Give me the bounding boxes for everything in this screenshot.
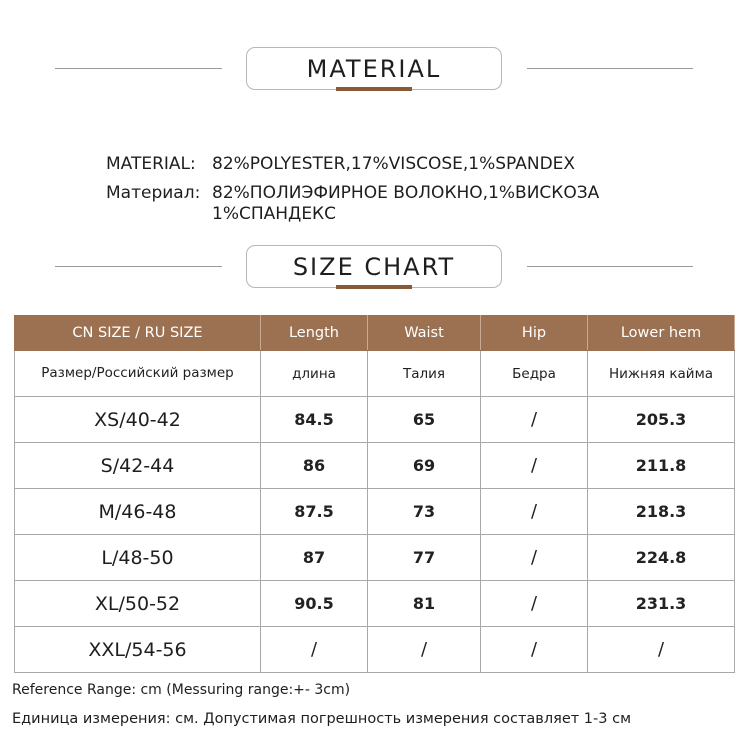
divider-left (55, 68, 222, 69)
heading-accent-bar (336, 285, 412, 289)
material-line-en (106, 154, 576, 174)
table-row (15, 535, 735, 581)
cell-lower-hem: 218.3 (588, 489, 735, 535)
size-chart-heading-text: SIZE CHART (292, 252, 456, 281)
cell-size: XXL/54-56 (15, 627, 261, 673)
material-heading (246, 47, 502, 90)
cell-waist: 77 (368, 535, 481, 581)
material-heading-text: MATERIAL (306, 54, 442, 83)
material-line-ru-cont (212, 204, 336, 224)
reference-range-note: Reference Range: cm (Messuring range:+- 3cm) (12, 682, 351, 698)
cell-lower-hem: 205.3 (588, 397, 735, 443)
cell-lower-hem: 231.3 (588, 581, 735, 627)
cell-size: S/42-44 (15, 443, 261, 489)
cell-hip: / (481, 443, 588, 489)
divider-right (527, 266, 693, 267)
table-row (15, 581, 735, 627)
table-subheader-row (15, 351, 735, 397)
cell-length: 86 (261, 443, 368, 489)
cell-length: / (261, 627, 368, 673)
material-label-ru: Материал: (106, 183, 201, 203)
heading-accent-bar (336, 87, 412, 91)
cell-hip: / (481, 489, 588, 535)
cell-size: XL/50-52 (15, 581, 261, 627)
cell-size: XS/40-42 (15, 397, 261, 443)
subheader-length: длина (261, 351, 368, 397)
header-waist: Waist (368, 316, 481, 351)
reference-range-note-ru: Единица измерения: см. Допустимая погрешность измерения составляет 1-3 см (12, 711, 632, 727)
cell-length: 87 (261, 535, 368, 581)
cell-hip: / (481, 581, 588, 627)
subheader-waist: Талия (368, 351, 481, 397)
divider-right (527, 68, 693, 69)
table-header-row (15, 316, 735, 351)
cell-lower-hem: / (588, 627, 735, 673)
cell-hip: / (481, 535, 588, 581)
subheader-hip: Бедра (481, 351, 588, 397)
cell-length: 84.5 (261, 397, 368, 443)
header-hip: Hip (481, 316, 588, 351)
cell-hip: / (481, 627, 588, 673)
cell-size: M/46-48 (15, 489, 261, 535)
material-label-en: MATERIAL: (106, 154, 196, 174)
cell-lower-hem: 211.8 (588, 443, 735, 489)
header-length: Length (261, 316, 368, 351)
header-lower-hem: Lower hem (588, 316, 735, 351)
subheader-lower-hem: Нижняя кайма (588, 351, 735, 397)
table-row (15, 443, 735, 489)
cell-length: 87.5 (261, 489, 368, 535)
size-chart-heading (246, 245, 502, 288)
cell-hip: / (481, 397, 588, 443)
subheader-size: Размер/Российский размер (15, 351, 261, 397)
size-chart-table (14, 315, 735, 673)
table-row (15, 489, 735, 535)
cell-size: L/48-50 (15, 535, 261, 581)
cell-waist: 65 (368, 397, 481, 443)
divider-left (55, 266, 222, 267)
cell-length: 90.5 (261, 581, 368, 627)
header-size: CN SIZE / RU SIZE (15, 316, 261, 351)
table-row (15, 397, 735, 443)
cell-waist: 81 (368, 581, 481, 627)
cell-lower-hem: 224.8 (588, 535, 735, 581)
material-value-ru: 82%ПОЛИЭФИРНОЕ ВОЛОКНО,1%ВИСКОЗА (212, 183, 600, 203)
table-row (15, 627, 735, 673)
cell-waist: 69 (368, 443, 481, 489)
cell-waist: / (368, 627, 481, 673)
material-value-en: 82%POLYESTER,17%VISCOSE,1%SPANDEX (212, 154, 576, 174)
cell-waist: 73 (368, 489, 481, 535)
material-line-ru (106, 183, 600, 203)
material-value-ru-cont: 1%СПАНДЕКС (212, 204, 336, 224)
